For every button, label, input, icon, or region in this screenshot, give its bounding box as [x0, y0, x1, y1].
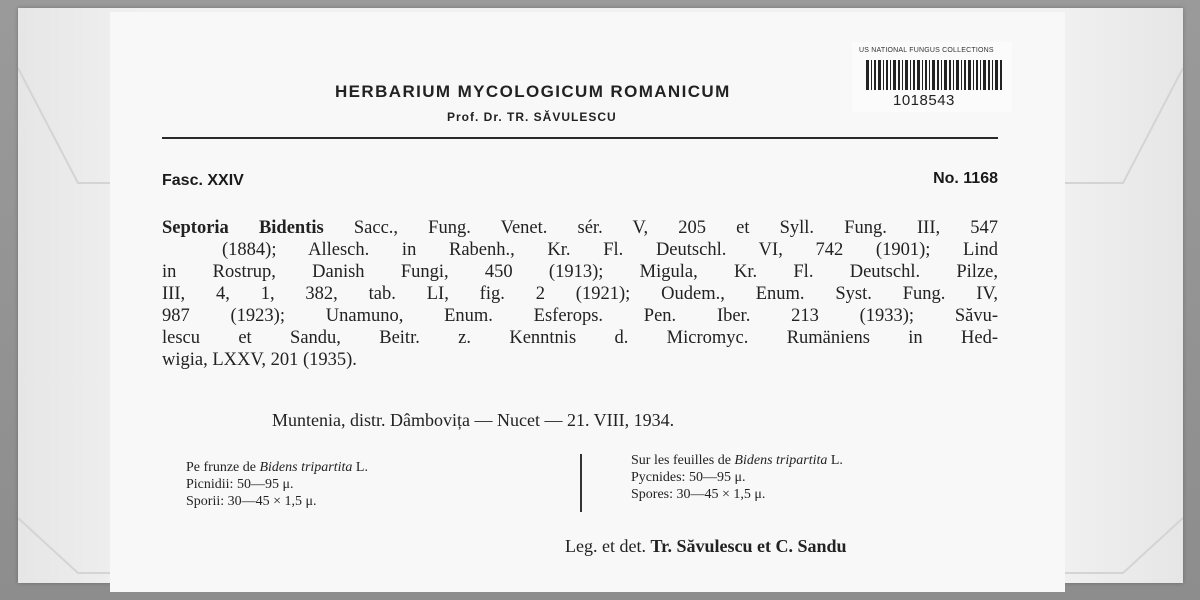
- host-prefix: Pe frunze de: [186, 460, 260, 475]
- fascicle: Fasc. XXIV: [162, 172, 244, 189]
- host-line: [631, 452, 843, 469]
- collector-prefix: Leg. et det.: [565, 536, 651, 556]
- specimen-number: No. 1168: [933, 170, 998, 187]
- column-divider: [580, 454, 582, 512]
- spores-line: Sporii: 30—45 × 1,5 μ.: [186, 494, 317, 509]
- host-name: Bidens tripartita: [734, 453, 828, 468]
- host-suffix: L.: [827, 453, 843, 468]
- citation-line: wigia, LXXV, 201 (1935).: [162, 350, 357, 370]
- citation-line-text: Sacc., Fung. Venet. sér. V, 205 et Syll. Fung. III, 547: [323, 218, 998, 238]
- host-name: Bidens tripartita: [259, 460, 353, 475]
- host-prefix: Sur les feuilles de: [631, 453, 735, 468]
- barcode-icon: [866, 60, 1004, 90]
- citation-line: III, 4, 1, 382, tab. LI, fig. 2 (1921); Oudem., Enum. Syst. Fung. IV,: [162, 284, 998, 304]
- species-name: Septoria Bidentis: [162, 218, 324, 238]
- citation-line: in Rostrup, Danish Fungi, 450 (1913); Migula, Kr. Fl. Deutschl. Pilze,: [162, 262, 998, 282]
- romanian-description: [186, 459, 368, 510]
- citation-line: [162, 217, 998, 239]
- barcode-institution: US NATIONAL FUNGUS COLLECTIONS: [859, 47, 994, 54]
- pycnidia-line: Pycnides: 50—95 μ.: [631, 470, 746, 485]
- collector-line: [565, 536, 847, 557]
- spores-line: Spores: 30—45 × 1,5 μ.: [631, 487, 766, 502]
- citation-line: 987 (1923); Unamuno, Enum. Esferops. Pen. Iber. 213 (1933); Săvu-: [162, 306, 998, 326]
- herbarium-title: HERBARIUM MYCOLOGICUM ROMANICUM: [335, 82, 731, 101]
- citation-line: (1884); Allesch. in Rabenh., Kr. Fl. Deutschl. VI, 742 (1901); Lind: [222, 240, 998, 260]
- french-description: [631, 452, 843, 503]
- pycnidia-line: Picnidii: 50—95 μ.: [186, 477, 294, 492]
- host-suffix: L.: [352, 460, 368, 475]
- herbarium-curator: Prof. Dr. TR. SĂVULESCU: [447, 110, 617, 124]
- citation-line: lescu et Sandu, Beitr. z. Kenntnis d. Micromyc. Rumäniens in Hed-: [162, 328, 998, 348]
- collector-names: Tr. Săvulescu et C. Sandu: [650, 536, 847, 556]
- species-citation: [162, 217, 998, 371]
- barcode-number: 1018543: [893, 92, 955, 109]
- header-rule: [162, 137, 998, 139]
- host-line: [186, 459, 368, 476]
- locality: Muntenia, distr. Dâmbovița — Nucet — 21. VIII, 1934.: [272, 410, 675, 430]
